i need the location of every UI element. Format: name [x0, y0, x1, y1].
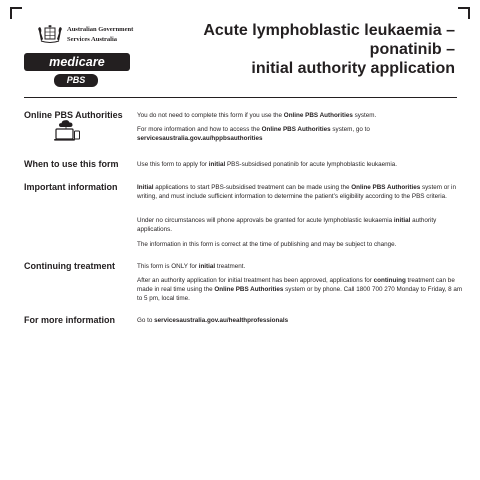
emphasis-text: Online PBS Authorities: [214, 286, 284, 293]
body-text: Use this form to apply for: [137, 161, 209, 168]
emphasis-text: initial: [198, 263, 216, 270]
title-line: ponatinib –: [369, 41, 455, 58]
section-label: For more information: [24, 315, 116, 325]
body-text: system.: [352, 112, 377, 119]
paragraph: [137, 160, 467, 169]
emphasis-text: initial: [393, 217, 411, 224]
coat-of-arms-icon: [37, 25, 63, 44]
body-text: applications to start PBS-subsidised treatment can be made using the: [153, 184, 352, 191]
emphasis-text: servicesaustralia.gov.au/healthprofessionals: [154, 317, 289, 324]
body-text: PBS-subsidised ponatinib for acute lymphoblastic leukaemia.: [225, 161, 398, 168]
emphasis-text: Online PBS Authorities: [283, 112, 353, 119]
emphasis-text: servicesaustralia.gov.au/hppbsauthorities: [137, 135, 263, 142]
emphasis-text: Online PBS Authorities: [351, 184, 421, 191]
page-title: [195, 21, 455, 78]
header-divider: [24, 97, 457, 98]
body-text: The information in this form is correct at the time of publishing and may be subject to change.: [137, 241, 397, 248]
medicare-logo: medicare: [24, 53, 130, 71]
section-label: Important information: [24, 182, 118, 192]
paragraph: [137, 316, 467, 325]
paragraph: [137, 111, 467, 120]
emphasis-text: initial: [208, 161, 226, 168]
paragraph: [137, 276, 467, 303]
body-text: system or by phone. Call 1800 700 270 Monday to Friday, 8 am to 5 pm, local time.: [137, 286, 463, 302]
section-label: Continuing treatment: [24, 261, 115, 271]
agency-name: Services Australia: [67, 36, 118, 43]
emphasis-text: Online PBS Authorities: [261, 126, 331, 133]
body-text: system, go to: [330, 126, 370, 133]
government-name: Australian Government: [67, 26, 134, 33]
title-line: initial authority application: [251, 60, 455, 77]
body-text: authority applications.: [137, 217, 437, 233]
paragraph: [137, 216, 467, 234]
paragraph: [137, 125, 467, 143]
crop-mark-top-right: [458, 7, 470, 19]
paragraph: [137, 183, 467, 201]
emphasis-text: continuing: [373, 277, 406, 284]
pbs-logo: PBS: [54, 74, 98, 87]
paragraph: [137, 262, 467, 271]
paragraph: [137, 240, 467, 249]
emphasis-text: Initial: [137, 184, 154, 191]
body-text: After an authority application for initial treatment has been approved, applications for: [137, 277, 374, 284]
title-line: Acute lymphoblastic leukaemia –: [203, 22, 455, 39]
body-text: Under no circumstances will phone approvals be granted for acute lymphoblastic leukaemia: [137, 217, 394, 224]
section-label: When to use this form: [24, 159, 119, 169]
section-label: Online PBS Authorities: [24, 110, 123, 120]
crop-mark-top-left: [10, 7, 22, 19]
body-text: treatment can be made in real time using the: [137, 277, 455, 293]
body-text: This form is ONLY for: [137, 263, 199, 270]
body-text: For more information and how to access the: [137, 126, 262, 133]
body-text: Go to: [137, 317, 155, 324]
body-text: treatment.: [215, 263, 246, 270]
computer-cloud-icon: [52, 118, 82, 142]
body-text: You do not need to complete this form if you use the: [137, 112, 284, 119]
body-text: system or in writing, and must include sufficient information to determine the patient’s eligibility according to the PBS criteria.: [137, 184, 456, 200]
